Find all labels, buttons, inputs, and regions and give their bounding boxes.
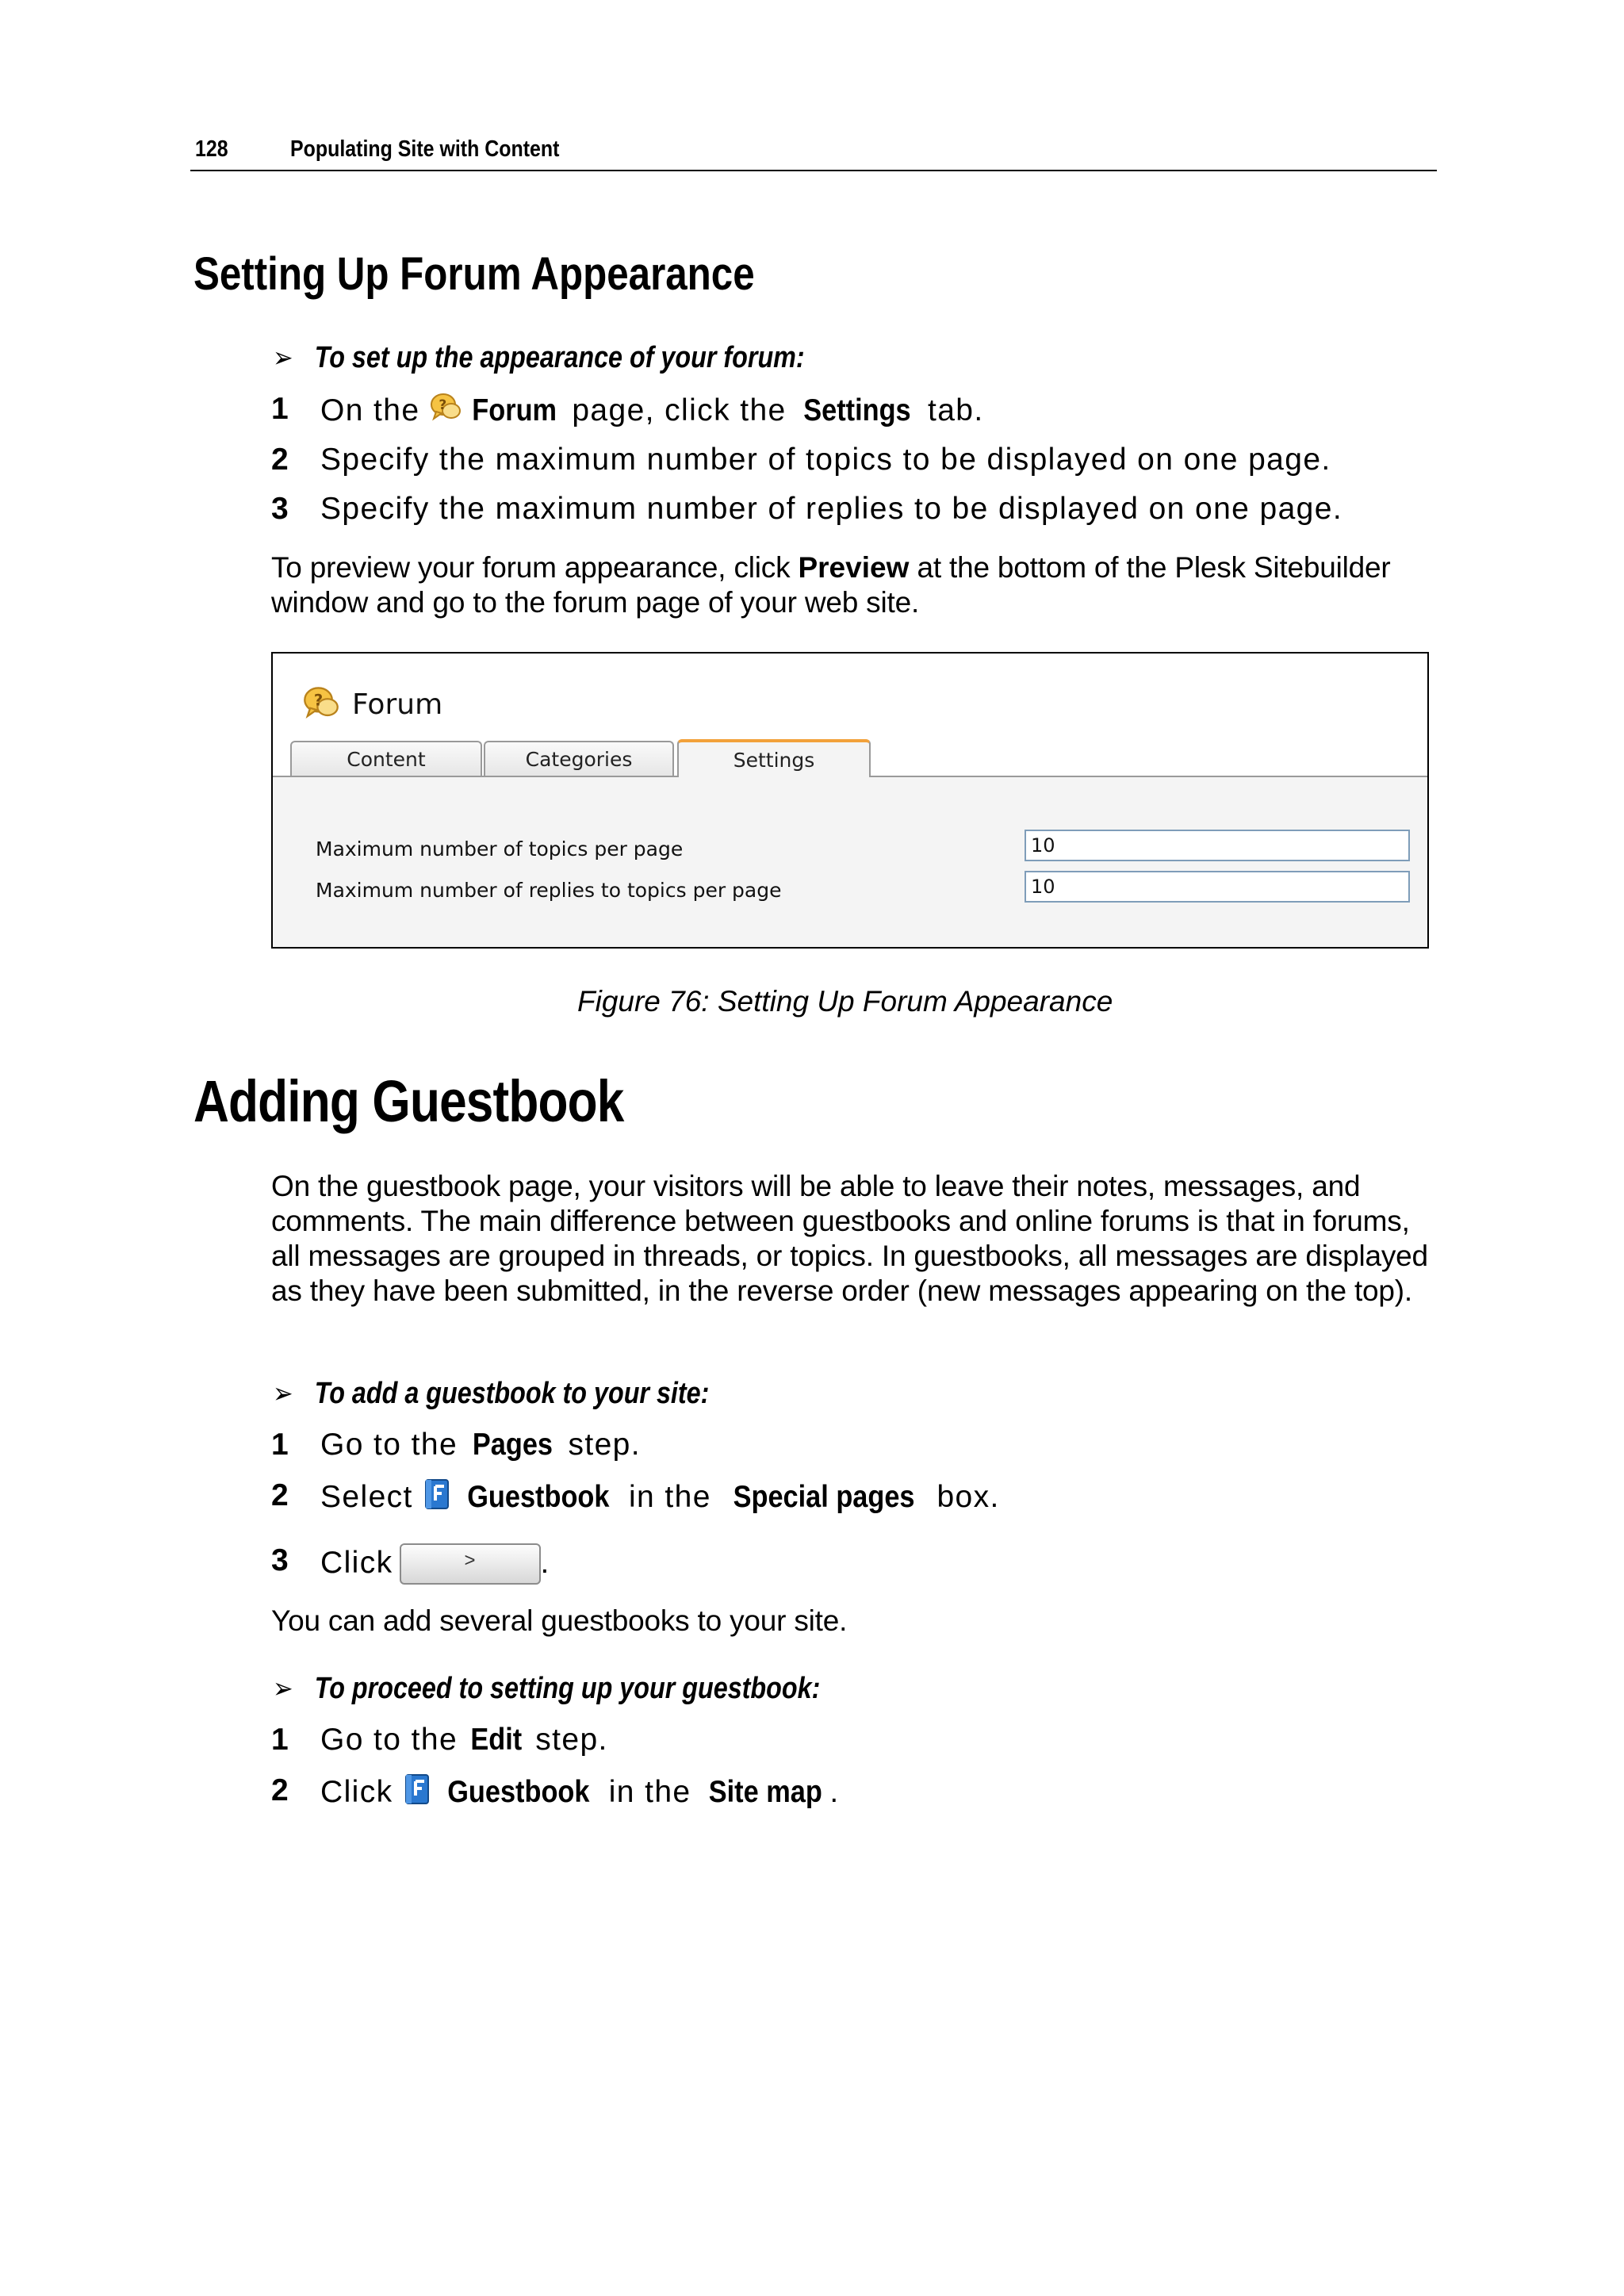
preview-paragraph: [271, 550, 1437, 620]
guestbook-page-name: Guestbook: [467, 1480, 610, 1514]
step-text: in the: [608, 1775, 691, 1809]
pages-step-name: Pages: [473, 1428, 553, 1462]
guestbook-page-name: Guestbook: [446, 1775, 590, 1809]
section-title-forum: Setting Up Forum Appearance: [193, 248, 755, 300]
step-text: Select: [320, 1480, 413, 1514]
step-text: On the: [320, 393, 420, 427]
step-number: 1: [271, 392, 289, 426]
step-text: in the: [628, 1480, 711, 1514]
para-text: To preview your forum appearance, click: [271, 551, 791, 584]
max-topics-input[interactable]: [1025, 830, 1410, 861]
step-number: 3: [271, 1543, 289, 1577]
section-title-guestbook: Adding Guestbook: [193, 1068, 624, 1134]
settings-tab-name: Settings: [803, 393, 911, 427]
forum-step-3: [271, 492, 1461, 530]
setup-step-2: [271, 1773, 1461, 1811]
next-arrow-button[interactable]: >: [400, 1543, 541, 1585]
step-text: Click: [320, 1546, 393, 1580]
guestbook-step-1: [271, 1428, 1461, 1466]
site-map-name: Site map: [708, 1775, 822, 1809]
step-text: .: [540, 1546, 550, 1580]
chapter-title: Populating Site with Content: [290, 136, 560, 162]
procedure-heading-setup-guestbook: [273, 1672, 820, 1706]
step-text: .: [829, 1775, 840, 1809]
guestbook-icon: [423, 1478, 451, 1510]
para-text: at the bottom of the Plesk Sitebuilder window and go to the forum page of your web site.: [271, 551, 1391, 619]
guestbook-step-3: [271, 1543, 1461, 1581]
arrow-bullet-icon: ➢: [273, 341, 293, 374]
page-number: 128: [195, 136, 228, 162]
tab-content[interactable]: Content: [290, 741, 482, 776]
step-number: 2: [271, 443, 289, 477]
guestbook-icon: [403, 1773, 431, 1805]
forum-icon: [303, 685, 339, 722]
step-text: step.: [568, 1428, 642, 1462]
step-text: step.: [535, 1723, 608, 1757]
step-text: Go to the: [320, 1723, 458, 1757]
tab-settings[interactable]: Settings: [677, 739, 871, 777]
max-replies-input[interactable]: [1025, 871, 1410, 903]
step-text: tab.: [927, 393, 984, 427]
figure-caption: Figure 76: Setting Up Forum Appearance: [577, 985, 1113, 1018]
forum-page-name: Forum: [472, 393, 557, 427]
special-pages-box-name: Special pages: [733, 1480, 915, 1514]
running-header: [190, 136, 1437, 171]
tab-categories[interactable]: Categories: [484, 741, 674, 776]
forum-settings-screenshot: [271, 652, 1429, 949]
max-topics-label: Maximum number of topics per page: [316, 838, 684, 861]
forum-step-2: [271, 443, 1461, 481]
step-number: 2: [271, 1773, 289, 1807]
procedure-title: To proceed to setting up your guestbook:: [314, 1672, 821, 1705]
step-text: box.: [936, 1480, 1000, 1514]
forum-panel-title: Forum: [352, 688, 443, 721]
step-number: 2: [271, 1478, 289, 1512]
forum-step-1: [271, 392, 1461, 430]
step-number: 1: [271, 1723, 289, 1757]
procedure-title: To set up the appearance of your forum:: [314, 341, 805, 374]
procedure-heading-add-guestbook: [273, 1377, 709, 1411]
arrow-bullet-icon: ➢: [273, 1672, 293, 1704]
forum-icon: [430, 392, 462, 424]
step-text: page, click the: [572, 393, 787, 427]
step-text: Specify the maximum number of replies to be displayed on one page.: [320, 492, 1343, 526]
edit-step-name: Edit: [470, 1723, 523, 1757]
preview-button-name: Preview: [798, 551, 910, 584]
guestbook-step-2: [271, 1478, 1461, 1516]
procedure-heading-forum: [273, 341, 805, 375]
step-text: Click: [320, 1775, 393, 1809]
step-text: Go to the: [320, 1428, 458, 1462]
settings-panel: [273, 777, 1427, 947]
step-number: 3: [271, 492, 289, 526]
guestbook-intro: On the guestbook page, your visitors will be able to leave their notes, messages, and comments. The main difference between guestbooks and online forums is that in forums, all messages are grouped in threads, or topics. In guestbooks, all messages are displayed as they have been submitted, in the reverse order (new messages appearing on the top).: [271, 1170, 1428, 1307]
max-replies-label: Maximum number of replies to topics per page: [316, 879, 782, 902]
procedure-title: To add a guestbook to your site:: [314, 1377, 710, 1410]
setup-step-1: [271, 1723, 1461, 1761]
guestbook-note: You can add several guestbooks to your site.: [271, 1604, 848, 1637]
step-number: 1: [271, 1428, 289, 1462]
arrow-bullet-icon: ➢: [273, 1377, 293, 1409]
step-text: Specify the maximum number of topics to be displayed on one page.: [320, 443, 1331, 477]
